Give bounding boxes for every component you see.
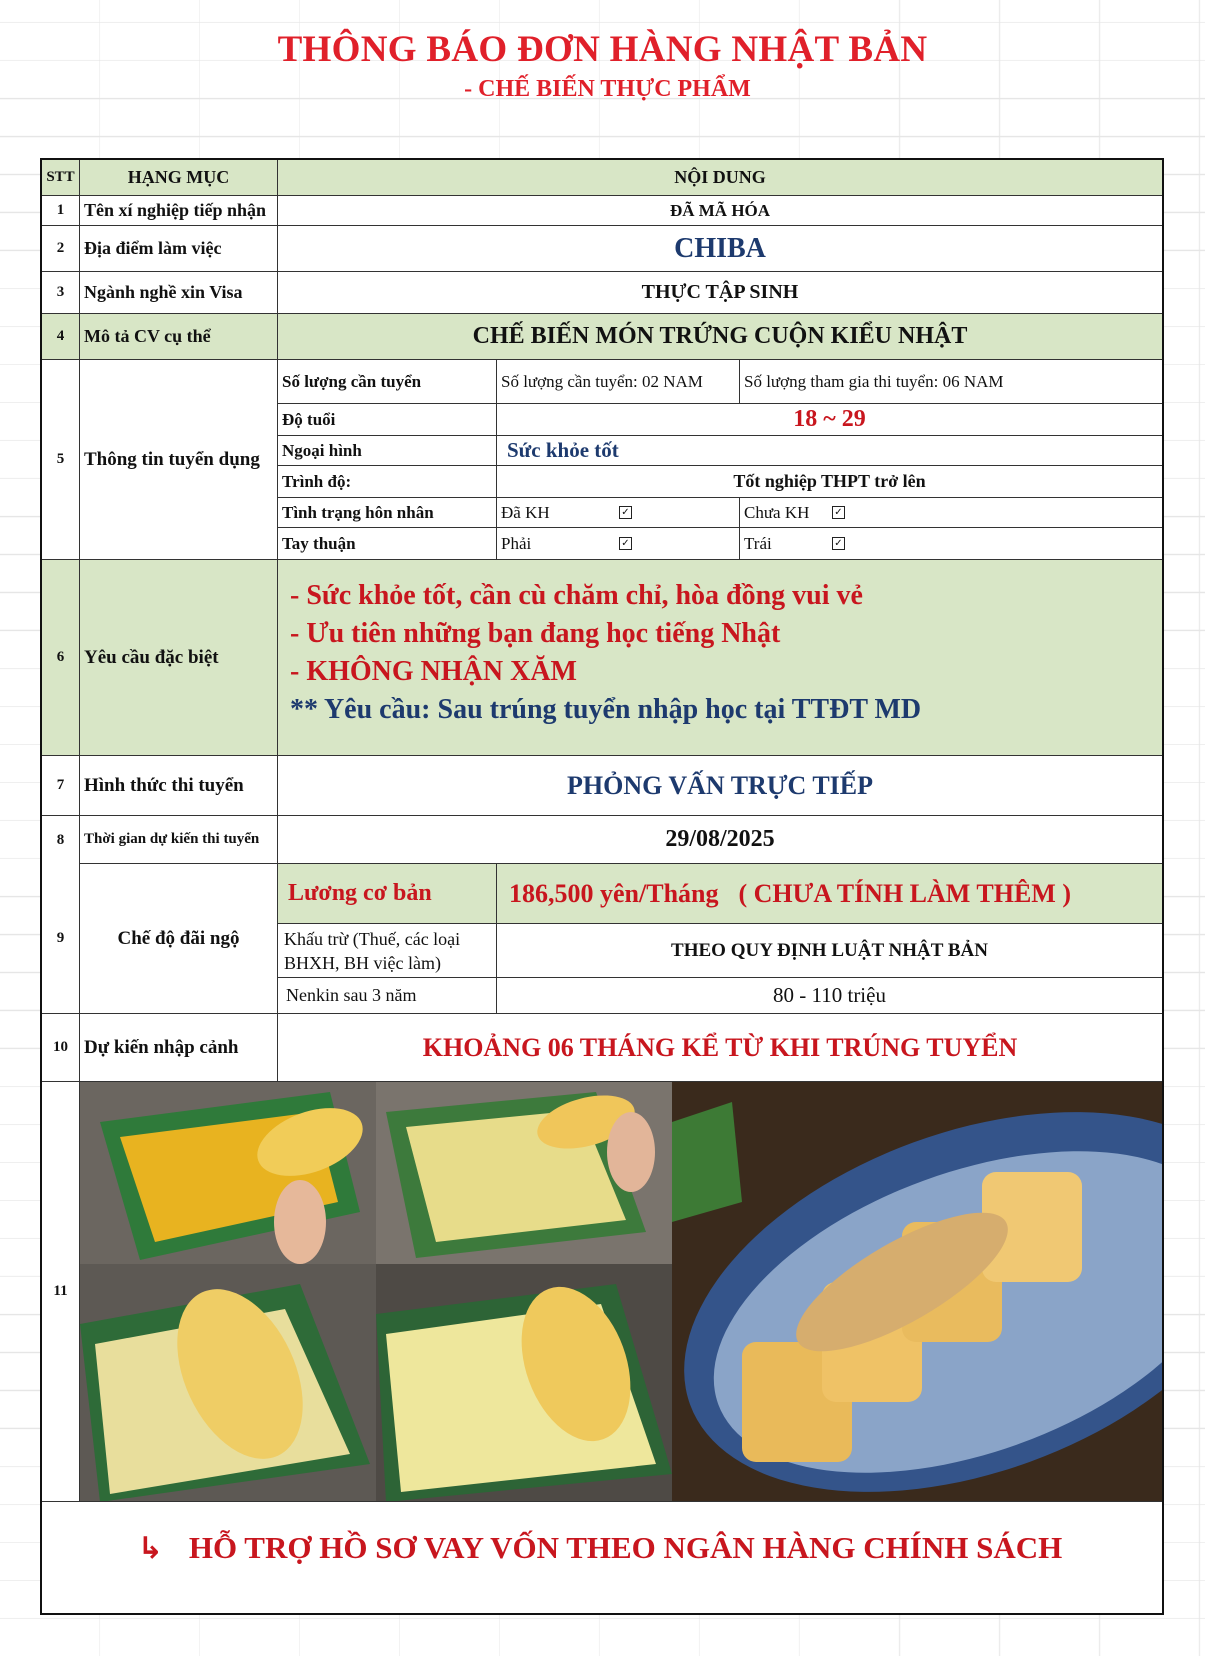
left-hand-label: Trái: [744, 533, 772, 553]
requirement-3: - KHÔNG NHẬN XĂM: [290, 656, 577, 687]
quantity-needed: Số lượng cần tuyển: 02 NAM: [497, 360, 740, 404]
row-2-label: Địa điểm làm việc: [80, 226, 278, 272]
right-hand-checkbox[interactable]: ✓: [619, 537, 632, 550]
row-1-label: Tên xí nghiệp tiếp nhận: [80, 196, 278, 226]
quantity-label: Số lượng cần tuyển: [278, 360, 497, 404]
header-stt: STT: [42, 160, 80, 196]
education-label: Trình độ:: [278, 466, 497, 498]
single-checkbox[interactable]: ✓: [832, 506, 845, 519]
page-title: THÔNG BÁO ĐƠN HÀNG NHẬT BẢN: [277, 29, 928, 70]
nenkin-label: Nenkin sau 3 năm: [278, 978, 497, 1014]
salary-label: Lương cơ bản: [278, 864, 497, 924]
nenkin-value: 80 - 110 triệu: [497, 978, 1162, 1014]
single-label: Chưa KH: [744, 502, 810, 522]
work-location: CHIBA: [278, 226, 1162, 272]
deduction-label: Khấu trừ (Thuế, các loại BHXH, BH việc làm): [278, 924, 497, 978]
row-7-no: 7: [42, 756, 80, 816]
row-7-label: Hình thức thi tuyển: [80, 756, 278, 816]
requirement-2: - Ưu tiên những bạn đang học tiếng Nhật: [290, 618, 781, 649]
page-subtitle: - CHẾ BIẾN THỰC PHẨM: [464, 76, 751, 102]
row-9-no: 9: [42, 864, 80, 1014]
education-value: Tốt nghiệp THPT trở lên: [497, 466, 1162, 498]
exam-method: PHỎNG VẤN TRỰC TIẾP: [278, 756, 1162, 816]
photo-pan-egg-2: [376, 1082, 672, 1264]
row-2-no: 2: [42, 226, 80, 272]
loan-support-text: HỖ TRỢ HỒ SƠ VAY VỐN THEO NGÂN HÀNG CHÍNH SÁCH: [188, 1530, 1063, 1565]
special-requirements: [278, 560, 1162, 756]
row-3-label: Ngành nghề xin Visa: [80, 272, 278, 314]
salary-value-cell: [497, 864, 1162, 924]
marital-single: [740, 498, 1162, 528]
appearance-label: Ngoại hình: [278, 436, 497, 466]
entry-estimate: KHOẢNG 06 THÁNG KỂ TỪ KHI TRÚNG TUYỂN: [278, 1014, 1162, 1082]
photo-plated-tamagoyaki: [672, 1082, 1162, 1502]
row-8-label: Thời gian dự kiến thi tuyển: [80, 816, 278, 864]
requirement-1: - Sức khỏe tốt, cần cù chăm chỉ, hòa đồng vui vẻ: [290, 580, 863, 611]
left-hand-checkbox[interactable]: ✓: [832, 537, 845, 550]
married-checkbox[interactable]: ✓: [619, 506, 632, 519]
requirement-4: ** Yêu cầu: Sau trúng tuyển nhập học tại TTĐT MD: [290, 694, 922, 725]
arrow-icon: ↳: [137, 1531, 163, 1566]
salary-note: ( CHƯA TÍNH LÀM THÊM ): [738, 878, 1071, 908]
hand-right: [497, 528, 740, 560]
row-3-no: 3: [42, 272, 80, 314]
row-11-no: 11: [42, 1082, 80, 1502]
deduction-value: THEO QUY ĐỊNH LUẬT NHẬT BẢN: [497, 924, 1162, 978]
quantity-exam: Số lượng tham gia thi tuyển: 06 NAM: [740, 360, 1162, 404]
row-10-label: Dự kiến nhập cảnh: [80, 1014, 278, 1082]
photo-pan-egg-3: [80, 1264, 376, 1502]
header-category: HẠNG MỤC: [80, 160, 278, 196]
photo-pan-egg-1: [80, 1082, 376, 1264]
visa-type: THỰC TẬP SINH: [278, 272, 1162, 314]
hand-label: Tay thuận: [278, 528, 497, 560]
row-9-label: Chế độ đãi ngộ: [80, 864, 278, 1014]
row-6-no: 6: [42, 560, 80, 756]
photo-pan-egg-4: [376, 1264, 672, 1502]
row-6-label: Yêu cầu đặc biệt: [80, 560, 278, 756]
salary-value: 186,500 yên/Tháng: [509, 878, 719, 908]
job-description: CHẾ BIẾN MÓN TRỨNG CUỘN KIỂU NHẬT: [278, 314, 1162, 360]
row-5-label: Thông tin tuyển dụng: [80, 360, 278, 560]
appearance-value: Sức khỏe tốt: [497, 436, 1162, 466]
married-label: Đã KH: [501, 502, 550, 522]
age-value: 18 ~ 29: [497, 404, 1162, 436]
row-10-no: 10: [42, 1014, 80, 1082]
row-4-label: Mô tả CV cụ thể: [80, 314, 278, 360]
order-table: [40, 158, 1164, 1615]
photo-area: [80, 1082, 1162, 1502]
right-hand-label: Phải: [501, 533, 532, 553]
marital-label: Tình trạng hôn nhân: [278, 498, 497, 528]
row-8-no: 8: [42, 816, 80, 864]
header-content: NỘI DUNG: [278, 160, 1162, 196]
row-1-no: 1: [42, 196, 80, 226]
marital-married: [497, 498, 740, 528]
company-name: ĐÃ MÃ HÓA: [278, 196, 1162, 226]
hand-left: [740, 528, 1162, 560]
age-label: Độ tuổi: [278, 404, 497, 436]
exam-date: 29/08/2025: [278, 816, 1162, 864]
row-5-no: 5: [42, 360, 80, 560]
row-4-no: 4: [42, 314, 80, 360]
loan-support-banner: [40, 1522, 1160, 1574]
